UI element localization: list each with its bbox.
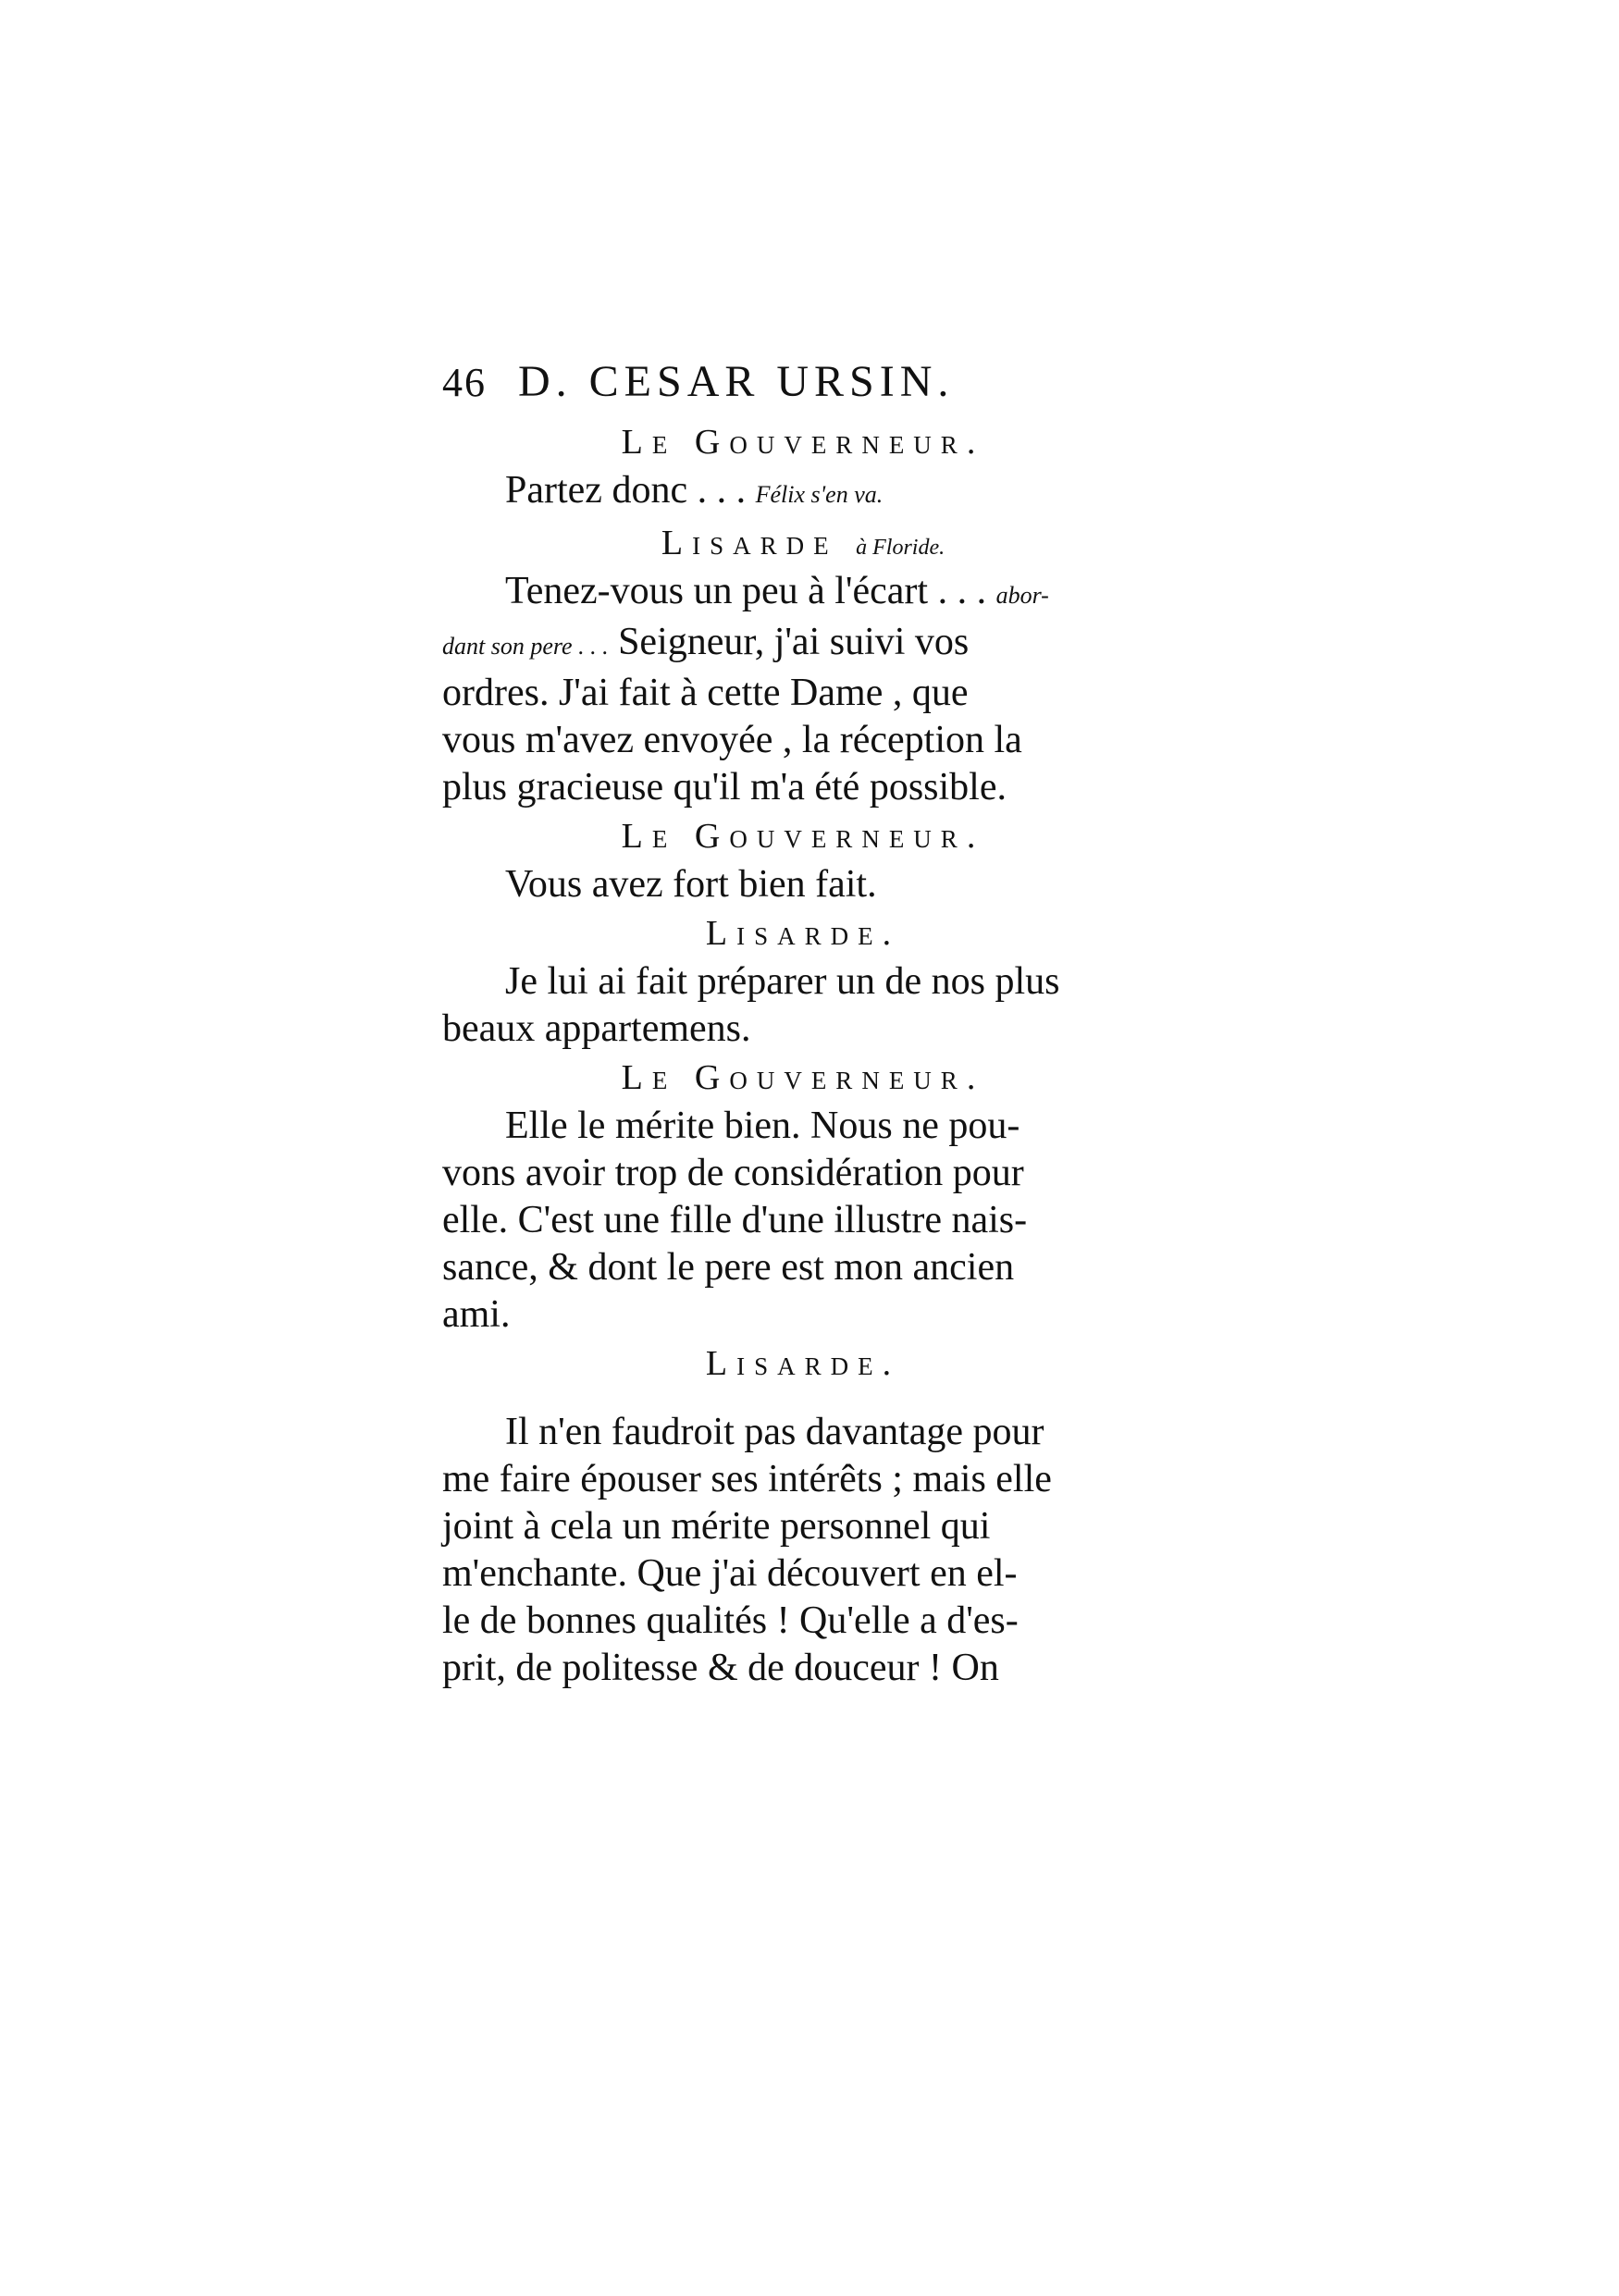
dialogue-line: sance, & dont le pere est mon ancien [442,1246,1015,1289]
book-page [442,356,1164,1692]
dialogue-line: m'enchante. Que j'ai découvert en el- [442,1552,1018,1595]
stage-direction: à Floride. [856,536,945,560]
dialogue-line: vons avoir trop de considération pour [442,1152,1024,1194]
speaker-heading: Le Gouverneur. [621,423,985,462]
speaker-heading: Le Gouverneur. [621,1058,985,1097]
speaker-heading: Lisarde. [705,1344,901,1383]
spacer [442,1389,1164,1409]
dialogue-line: ordres. J'ai fait à cette Dame , que [442,672,969,714]
dialogue-line: Tenez-vous un peu à l'écart . . . abor- [505,570,1049,612]
speaker-heading: Le Gouverneur. [621,817,985,856]
dialogue-line: le de bonnes qualités ! Qu'elle a d'es- [442,1599,1019,1642]
dialogue-line: beaux appartemens. [442,1007,751,1050]
dialogue-line: me faire épouser ses intérêts ; mais elle [442,1458,1052,1500]
stage-direction: Félix s'en va. [755,481,884,508]
running-title: D. CESAR URSIN. [518,357,955,406]
stage-direction: abor- [995,582,1049,609]
dialogue-line: Partez donc . . . Félix s'en va. [505,469,884,512]
speaker-heading: Lisarde à Floride. [661,524,945,562]
dialogue-line: Elle le mérite bien. Nous ne pou- [505,1105,1020,1147]
dialogue-line: Je lui ai fait préparer un de nos plus [505,960,1060,1003]
dialogue-line: dant son pere . . . Seigneur, j'ai suivi vos [442,621,970,663]
dialogue-line: Il n'en faudroit pas davantage pour [505,1411,1044,1453]
dialogue-line: ami. [442,1293,511,1336]
speaker-heading: Lisarde. [705,914,901,953]
dialogue-line: joint à cela un mérite personnel qui [442,1505,991,1548]
dialogue-line: Vous avez fort bien fait. [505,863,877,906]
dialogue-line: elle. C'est une fille d'une illustre nais- [442,1199,1028,1241]
page-header [442,356,1164,417]
stage-direction: dant son pere . . . [442,633,609,660]
dialogue-line: prit, de politesse & de douceur ! On [442,1647,999,1689]
dialogue-line: vous m'avez envoyée , la réception la [442,719,1022,761]
page-number: 46 [442,360,487,405]
dialogue-line: plus gracieuse qu'il m'a été possible. [442,766,1007,809]
